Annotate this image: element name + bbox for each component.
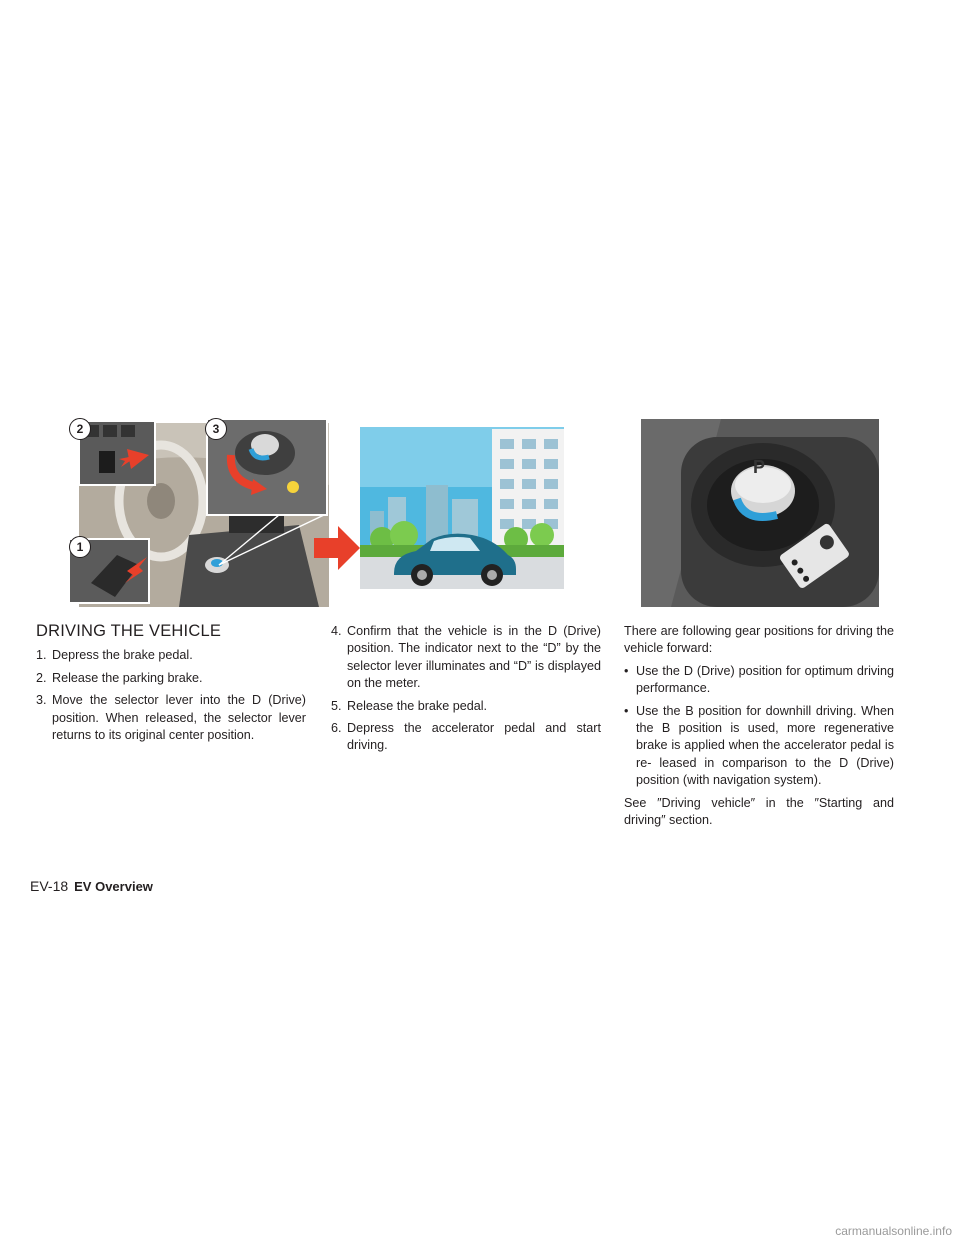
see-also-reference: See ″Driving vehicle″ in the ″Starting and driving″ section. [624, 795, 894, 828]
callout-3: 3 [205, 418, 227, 440]
interior-steps-illustration [69, 415, 329, 607]
watermark: carmanualsonline.info [835, 1224, 952, 1238]
right-arrow-icon [314, 526, 360, 570]
list-item: 6. Depress the accelerator pedal and start driving. [331, 721, 601, 753]
list-item: 3. Move the selector lever into the D (Drive) position. When released, the selector lever returns to its original center position. [36, 693, 306, 743]
text-column-left [36, 623, 306, 749]
text-column-right [624, 623, 894, 834]
gear-positions-list [624, 663, 894, 790]
text-column-middle [331, 623, 601, 760]
page-footer [30, 878, 153, 894]
gear-positions-intro: There are following gear positions for driving the vehicle forward: [624, 624, 894, 656]
section-title: DRIVING THE VEHICLE [36, 622, 222, 640]
city-driving-illustration [360, 427, 564, 589]
selector-knob-letter: P [753, 457, 766, 477]
list-item: 1. Depress the brake pedal. [36, 648, 193, 663]
steps-list [36, 647, 306, 744]
footer-section-name: EV Overview [74, 879, 153, 894]
page-number: EV-18 [30, 878, 69, 894]
list-item: 5. Release the brake pedal. [331, 698, 488, 713]
selector-lever-illustration [641, 419, 879, 607]
list-item: • Use the D (Drive) position for optimum driving performance. [624, 663, 894, 696]
selector-lever-graphic [641, 419, 879, 607]
callout-1: 1 [69, 536, 91, 558]
list-item: 4. Confirm that the vehicle is in the D (Drive) position. The indicator next to the “D” by the selector lever illuminates and “D” is displayed on the meter. [331, 624, 601, 691]
callout-2: 2 [69, 418, 91, 440]
steps-list-continued [331, 623, 601, 755]
list-item: • Use the B position for downhill driving. When the B position is used, more regenerative brake is applied when the accelerator pedal is re- leased in comparison to the D (Drive) position (with navigation system). [624, 703, 894, 788]
list-item: 2. Release the parking brake. [36, 670, 203, 685]
